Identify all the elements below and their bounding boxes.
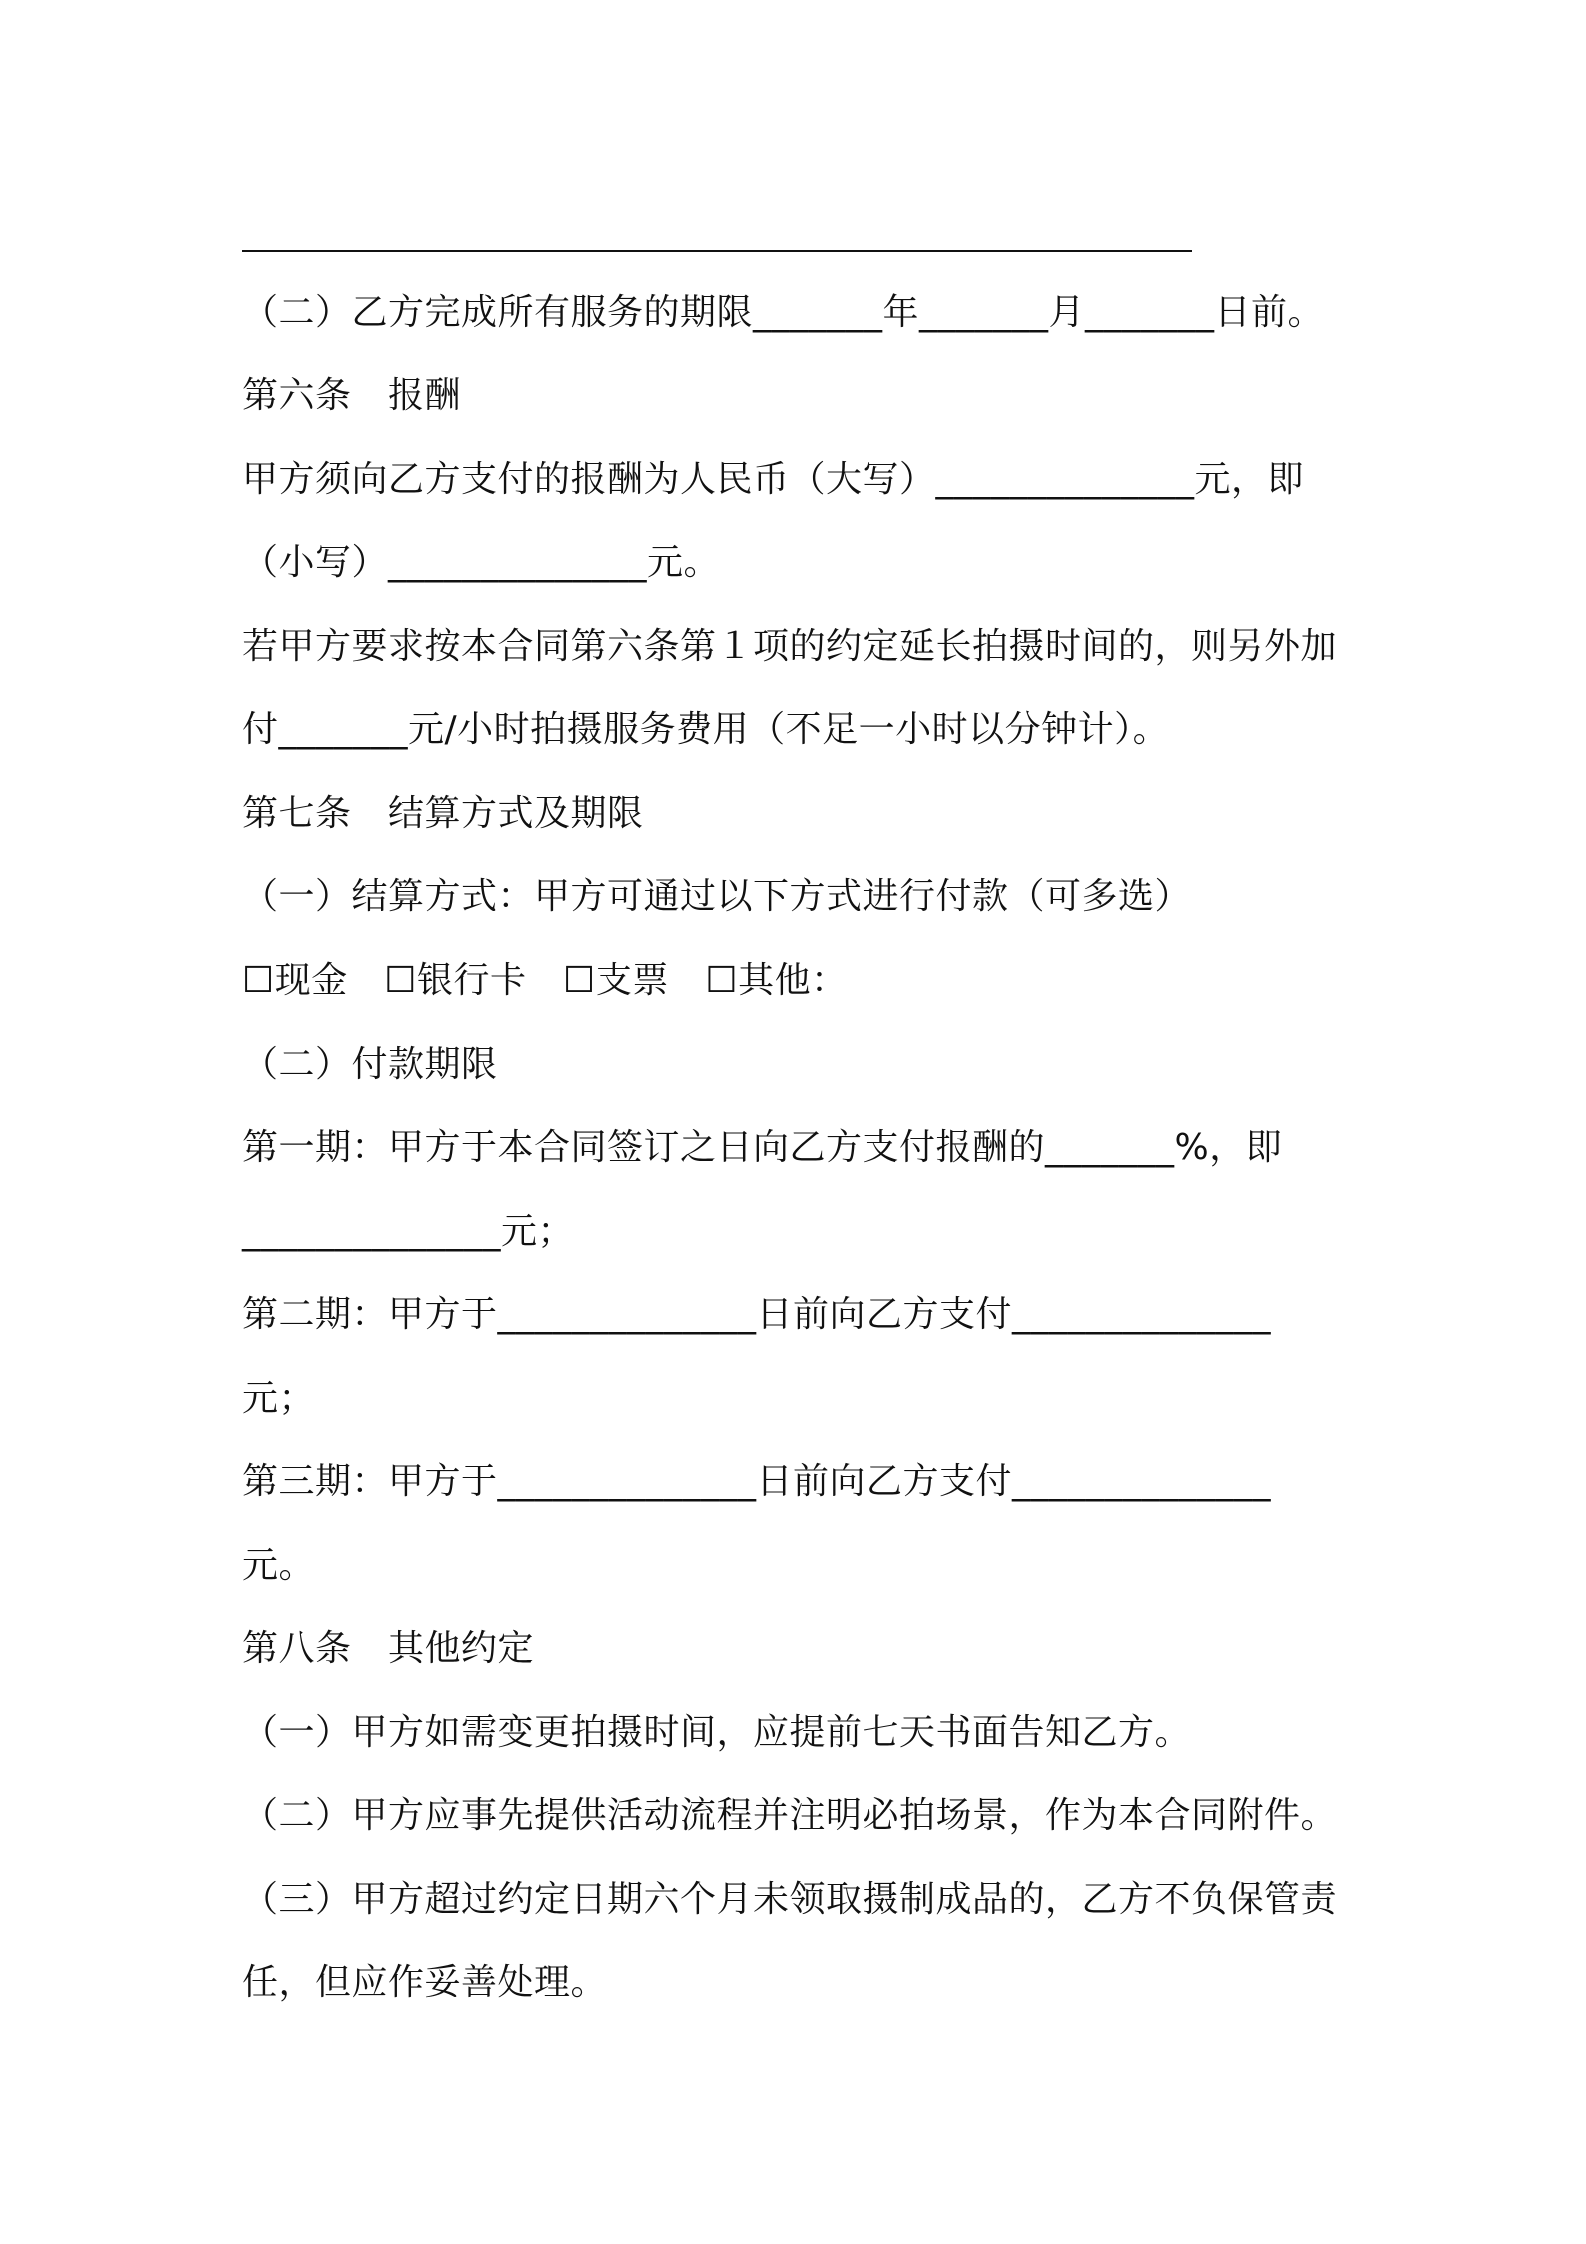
remuneration-lowercase-line: （小写）______________元。 — [242, 542, 721, 583]
article-6-heading: 第六条 报酬 — [242, 375, 462, 416]
remuneration-uppercase-line: 甲方须向乙方支付的报酬为人民币（大写）______________元，即 — [242, 459, 1305, 500]
payment-term-heading: （二）付款期限 — [242, 1044, 498, 1085]
first-installment-line-1: 第一期：甲方于本合同签订之日向乙方支付报酬的_______%，即 — [242, 1127, 1283, 1168]
second-installment-line-1: 第二期：甲方于______________日前向乙方支付______________ — [242, 1294, 1272, 1335]
first-installment-line-2: ______________元； — [242, 1211, 575, 1252]
article-7-heading: 第七条 结算方式及期限 — [242, 793, 644, 834]
other-terms-item-2: （二）甲方应事先提供活动流程并注明必拍场景，作为本合同附件。 — [242, 1795, 1338, 1836]
article-8-heading: 第八条 其他约定 — [242, 1628, 535, 1669]
other-terms-item-3-line-1: （三）甲方超过约定日期六个月未领取摄制成品的，乙方不负保管责 — [242, 1879, 1338, 1920]
second-installment-line-2: 元； — [242, 1378, 316, 1419]
other-terms-item-3-line-2: 任，但应作妥善处理。 — [242, 1962, 608, 2003]
payment-method-line: （一）结算方式：甲方可通过以下方式进行付款（可多选） — [242, 876, 1192, 917]
third-installment-line-1: 第三期：甲方于______________日前向乙方支付______________ — [242, 1461, 1272, 1502]
extension-fee-line-1: 若甲方要求按本合同第六条第１项的约定延长拍摄时间的，则另外加 — [242, 626, 1338, 667]
extension-fee-line-2: 付_______元/小时拍摄服务费用（不足一小时以分钟计）。 — [242, 709, 1170, 750]
service-deadline-line: （二）乙方完成所有服务的期限_______年_______月_______日前。 — [242, 292, 1325, 333]
payment-method-options: ☐现金 ☐银行卡 ☐支票 ☐其他： — [242, 960, 848, 1001]
other-terms-item-1: （一）甲方如需变更拍摄时间，应提前七天书面告知乙方。 — [242, 1712, 1192, 1753]
top-underline-rule — [242, 250, 1192, 252]
third-installment-line-2: 元。 — [242, 1545, 316, 1586]
